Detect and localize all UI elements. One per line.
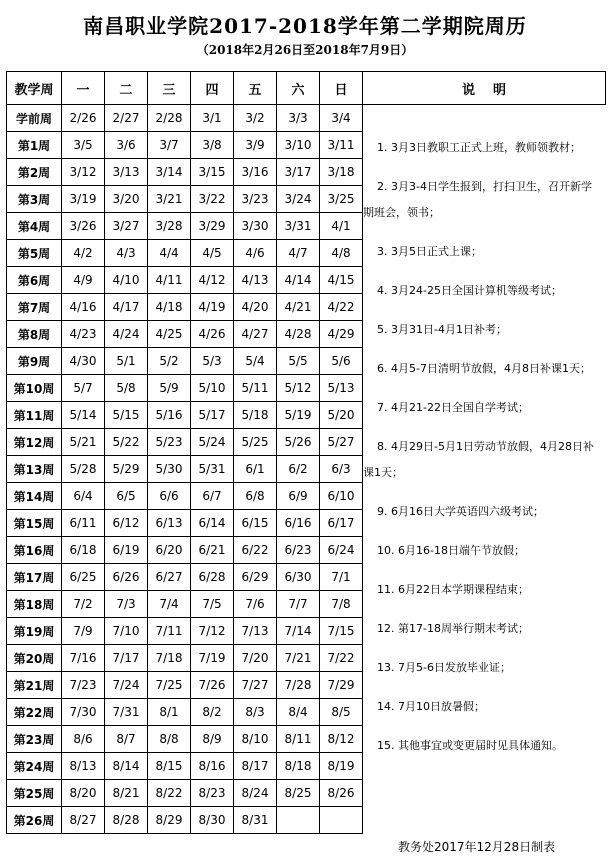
date-cell: 3/24	[277, 186, 320, 213]
date-cell: 3/21	[148, 186, 191, 213]
date-cell: 3/15	[191, 159, 234, 186]
date-cell: 3/8	[191, 132, 234, 159]
date-cell: 5/18	[234, 402, 277, 429]
date-cell: 6/25	[62, 564, 105, 591]
date-cell: 6/14	[191, 510, 234, 537]
date-cell: 4/22	[320, 294, 363, 321]
date-cell: 5/4	[234, 348, 277, 375]
note-item: 12. 第17-18周举行期末考试；	[377, 622, 529, 635]
date-cell: 4/14	[277, 267, 320, 294]
note-item: 2. 3月3-4日学生报到，打扫卫生，召开新学期班会，领书；	[363, 180, 592, 219]
week-label: 第11周	[7, 402, 62, 429]
calendar-body	[7, 105, 606, 834]
date-cell: 4/2	[62, 240, 105, 267]
week-label: 第4周	[7, 213, 62, 240]
date-cell: 8/23	[191, 780, 234, 807]
note-item: 15. 其他事宜或变更届时见具体通知。	[377, 739, 563, 752]
date-cell: 8/13	[62, 753, 105, 780]
date-cell: 3/9	[234, 132, 277, 159]
date-cell: 4/3	[105, 240, 148, 267]
note-item: 4. 3月24-25日全国计算机等级考试；	[377, 284, 562, 297]
date-cell: 6/19	[105, 537, 148, 564]
date-cell: 7/6	[234, 591, 277, 618]
date-cell: 7/10	[105, 618, 148, 645]
date-cell: 8/4	[277, 699, 320, 726]
note-item: 14. 7月10日放暑假；	[377, 700, 485, 713]
week-label: 第5周	[7, 240, 62, 267]
date-cell	[320, 807, 363, 834]
date-cell: 3/25	[320, 186, 363, 213]
date-cell: 8/28	[105, 807, 148, 834]
date-cell: 6/28	[191, 564, 234, 591]
header-day: 一	[62, 72, 105, 105]
date-cell: 8/26	[320, 780, 363, 807]
date-cell: 5/21	[62, 429, 105, 456]
date-cell: 7/27	[234, 672, 277, 699]
date-cell: 3/13	[105, 159, 148, 186]
date-cell: 7/16	[62, 645, 105, 672]
date-cell: 4/4	[148, 240, 191, 267]
date-cell: 7/28	[277, 672, 320, 699]
date-cell: 6/10	[320, 483, 363, 510]
date-cell: 6/13	[148, 510, 191, 537]
date-cell: 5/23	[148, 429, 191, 456]
date-range-subtitle: （2018年2月26日至2018年7月9日）	[196, 43, 414, 57]
date-cell: 8/19	[320, 753, 363, 780]
date-cell: 3/11	[320, 132, 363, 159]
date-cell: 4/17	[105, 294, 148, 321]
note-item: 1. 3月3日教职工正式上班，教师领教材；	[377, 141, 581, 154]
date-cell: 4/20	[234, 294, 277, 321]
date-cell: 8/3	[234, 699, 277, 726]
date-cell: 2/27	[105, 105, 148, 132]
date-cell: 4/7	[277, 240, 320, 267]
week-label: 第9周	[7, 348, 62, 375]
date-cell: 3/19	[62, 186, 105, 213]
date-cell: 8/25	[277, 780, 320, 807]
date-cell: 7/18	[148, 645, 191, 672]
date-cell: 5/28	[62, 456, 105, 483]
date-cell: 3/16	[234, 159, 277, 186]
date-cell: 5/16	[148, 402, 191, 429]
date-cell: 7/8	[320, 591, 363, 618]
date-cell: 7/21	[277, 645, 320, 672]
date-cell: 5/5	[277, 348, 320, 375]
week-label: 第24周	[7, 753, 62, 780]
date-cell: 3/7	[148, 132, 191, 159]
note-item: 9. 6月16日大学英语四六级考试；	[377, 505, 544, 518]
date-cell: 6/15	[234, 510, 277, 537]
date-cell: 8/16	[191, 753, 234, 780]
date-cell: 3/31	[277, 213, 320, 240]
date-cell: 7/4	[148, 591, 191, 618]
date-cell: 7/14	[277, 618, 320, 645]
date-cell: 8/11	[277, 726, 320, 753]
week-label: 第26周	[7, 807, 62, 834]
week-label: 第16周	[7, 537, 62, 564]
date-cell: 5/27	[320, 429, 363, 456]
date-cell: 3/6	[105, 132, 148, 159]
date-cell: 7/2	[62, 591, 105, 618]
date-cell: 7/26	[191, 672, 234, 699]
date-cell: 8/5	[320, 699, 363, 726]
date-cell: 2/28	[148, 105, 191, 132]
week-label: 第25周	[7, 780, 62, 807]
date-cell: 5/6	[320, 348, 363, 375]
date-cell: 8/17	[234, 753, 277, 780]
date-cell: 8/6	[62, 726, 105, 753]
week-label: 第10周	[7, 375, 62, 402]
date-cell: 7/19	[191, 645, 234, 672]
date-cell: 5/10	[191, 375, 234, 402]
week-label: 第8周	[7, 321, 62, 348]
date-cell: 4/18	[148, 294, 191, 321]
week-label: 第14周	[7, 483, 62, 510]
week-label: 第7周	[7, 294, 62, 321]
date-cell: 5/19	[277, 402, 320, 429]
week-label: 第22周	[7, 699, 62, 726]
date-cell: 7/29	[320, 672, 363, 699]
date-cell: 3/10	[277, 132, 320, 159]
date-cell: 4/9	[62, 267, 105, 294]
date-cell: 3/30	[234, 213, 277, 240]
date-cell	[277, 807, 320, 834]
date-cell: 6/1	[234, 456, 277, 483]
date-cell: 7/12	[191, 618, 234, 645]
date-cell: 3/23	[234, 186, 277, 213]
date-cell: 5/12	[277, 375, 320, 402]
date-cell: 7/15	[320, 618, 363, 645]
date-cell: 3/17	[277, 159, 320, 186]
date-cell: 3/27	[105, 213, 148, 240]
date-cell: 7/23	[62, 672, 105, 699]
date-cell: 5/11	[234, 375, 277, 402]
date-cell: 3/29	[191, 213, 234, 240]
date-cell: 2/26	[62, 105, 105, 132]
date-cell: 4/12	[191, 267, 234, 294]
date-cell: 3/1	[191, 105, 234, 132]
date-cell: 7/13	[234, 618, 277, 645]
date-cell: 6/27	[148, 564, 191, 591]
header-day: 二	[105, 72, 148, 105]
date-cell: 7/22	[320, 645, 363, 672]
date-cell: 7/20	[234, 645, 277, 672]
note-item: 10. 6月16-18日端午节放假；	[377, 544, 525, 557]
week-label: 第13周	[7, 456, 62, 483]
date-cell: 3/5	[62, 132, 105, 159]
date-cell: 5/26	[277, 429, 320, 456]
header-day: 六	[277, 72, 320, 105]
date-cell: 8/31	[234, 807, 277, 834]
week-label: 学前周	[7, 105, 62, 132]
note-item: 11. 6月22日本学期课程结束；	[377, 583, 529, 596]
date-cell: 3/2	[234, 105, 277, 132]
week-label: 第23周	[7, 726, 62, 753]
note-item: 6. 4月5-7日清明节放假，4月8日补课1天；	[377, 362, 591, 375]
date-cell: 5/8	[105, 375, 148, 402]
footer-note: 教务处2017年12月28日制表	[398, 840, 556, 854]
date-cell: 4/5	[191, 240, 234, 267]
date-cell: 6/23	[277, 537, 320, 564]
week-label: 第19周	[7, 618, 62, 645]
date-cell: 5/17	[191, 402, 234, 429]
date-cell: 3/28	[148, 213, 191, 240]
date-cell: 4/23	[62, 321, 105, 348]
date-cell: 8/15	[148, 753, 191, 780]
week-label: 第1周	[7, 132, 62, 159]
date-cell: 3/26	[62, 213, 105, 240]
date-cell: 4/1	[320, 213, 363, 240]
date-cell: 7/3	[105, 591, 148, 618]
header-day: 五	[234, 72, 277, 105]
date-cell: 6/20	[148, 537, 191, 564]
date-cell: 8/7	[105, 726, 148, 753]
date-cell: 5/22	[105, 429, 148, 456]
date-cell: 6/24	[320, 537, 363, 564]
date-cell: 5/14	[62, 402, 105, 429]
date-cell: 8/10	[234, 726, 277, 753]
date-cell: 8/22	[148, 780, 191, 807]
date-cell: 4/26	[191, 321, 234, 348]
date-cell: 7/31	[105, 699, 148, 726]
week-label: 第18周	[7, 591, 62, 618]
page-title: 南昌职业学院2017-2018学年第二学期院周历	[83, 14, 527, 38]
date-cell: 5/7	[62, 375, 105, 402]
date-cell: 5/29	[105, 456, 148, 483]
date-cell: 7/17	[105, 645, 148, 672]
date-cell: 8/1	[148, 699, 191, 726]
date-cell: 8/8	[148, 726, 191, 753]
date-cell: 5/1	[105, 348, 148, 375]
week-label: 第6周	[7, 267, 62, 294]
date-cell: 5/20	[320, 402, 363, 429]
header-week: 教学周	[7, 72, 62, 105]
date-cell: 8/30	[191, 807, 234, 834]
date-cell: 8/20	[62, 780, 105, 807]
date-cell: 6/5	[105, 483, 148, 510]
date-cell: 6/21	[191, 537, 234, 564]
date-cell: 4/6	[234, 240, 277, 267]
date-cell: 6/7	[191, 483, 234, 510]
date-cell: 8/27	[62, 807, 105, 834]
date-cell: 7/1	[320, 564, 363, 591]
date-cell: 4/13	[234, 267, 277, 294]
date-cell: 3/12	[62, 159, 105, 186]
date-cell: 3/22	[191, 186, 234, 213]
week-label: 第17周	[7, 564, 62, 591]
date-cell: 7/9	[62, 618, 105, 645]
note-item: 13. 7月5-6日发放毕业证；	[377, 661, 511, 674]
week-label: 第20周	[7, 645, 62, 672]
header-day: 日	[320, 72, 363, 105]
date-cell: 7/25	[148, 672, 191, 699]
date-cell: 8/2	[191, 699, 234, 726]
date-cell: 8/21	[105, 780, 148, 807]
date-cell: 5/24	[191, 429, 234, 456]
date-cell: 4/30	[62, 348, 105, 375]
date-cell: 7/30	[62, 699, 105, 726]
week-label: 第15周	[7, 510, 62, 537]
date-cell: 6/29	[234, 564, 277, 591]
date-cell: 8/9	[191, 726, 234, 753]
week-label: 第3周	[7, 186, 62, 213]
date-cell: 6/16	[277, 510, 320, 537]
date-cell: 7/11	[148, 618, 191, 645]
date-cell: 5/13	[320, 375, 363, 402]
date-cell: 4/15	[320, 267, 363, 294]
date-cell: 3/18	[320, 159, 363, 186]
date-cell: 7/5	[191, 591, 234, 618]
date-cell: 4/28	[277, 321, 320, 348]
date-cell: 4/24	[105, 321, 148, 348]
date-cell: 3/20	[105, 186, 148, 213]
date-cell: 8/24	[234, 780, 277, 807]
date-cell: 8/12	[320, 726, 363, 753]
note-item: 7. 4月21-22日全国自学考试；	[377, 401, 529, 414]
date-cell: 4/8	[320, 240, 363, 267]
date-cell: 4/27	[234, 321, 277, 348]
date-cell: 4/11	[148, 267, 191, 294]
date-cell: 4/10	[105, 267, 148, 294]
date-cell: 6/26	[105, 564, 148, 591]
date-cell: 5/2	[148, 348, 191, 375]
week-calendar-table	[6, 71, 606, 834]
header-day: 三	[148, 72, 191, 105]
date-cell: 5/15	[105, 402, 148, 429]
date-cell: 4/25	[148, 321, 191, 348]
date-cell: 4/29	[320, 321, 363, 348]
date-cell: 6/9	[277, 483, 320, 510]
date-cell: 4/19	[191, 294, 234, 321]
week-label: 第2周	[7, 159, 62, 186]
week-label: 第12周	[7, 429, 62, 456]
notes-cell	[363, 105, 606, 834]
note-item: 8. 4月29日-5月1日劳动节放假，4月28日补课1天；	[363, 440, 594, 479]
date-cell: 6/11	[62, 510, 105, 537]
date-cell: 6/3	[320, 456, 363, 483]
date-cell: 8/29	[148, 807, 191, 834]
date-cell: 6/6	[148, 483, 191, 510]
header-row	[7, 72, 606, 105]
week-label: 第21周	[7, 672, 62, 699]
date-cell: 3/14	[148, 159, 191, 186]
date-cell: 7/7	[277, 591, 320, 618]
date-cell: 7/24	[105, 672, 148, 699]
date-cell: 3/4	[320, 105, 363, 132]
date-cell: 5/31	[191, 456, 234, 483]
date-cell: 6/18	[62, 537, 105, 564]
date-cell: 4/16	[62, 294, 105, 321]
header-notes: 说 明	[363, 72, 606, 105]
date-cell: 6/2	[277, 456, 320, 483]
header-day: 四	[191, 72, 234, 105]
date-cell: 6/12	[105, 510, 148, 537]
date-cell: 5/9	[148, 375, 191, 402]
table-row	[7, 105, 606, 132]
date-cell: 5/3	[191, 348, 234, 375]
date-cell: 6/30	[277, 564, 320, 591]
date-cell: 5/30	[148, 456, 191, 483]
date-cell: 6/17	[320, 510, 363, 537]
date-cell: 3/3	[277, 105, 320, 132]
date-cell: 8/18	[277, 753, 320, 780]
date-cell: 6/4	[62, 483, 105, 510]
date-cell: 8/14	[105, 753, 148, 780]
note-item: 5. 3月31日-4月1日补考；	[377, 323, 507, 336]
note-item: 3. 3月5日正式上课；	[377, 245, 482, 258]
date-cell: 5/25	[234, 429, 277, 456]
date-cell: 6/8	[234, 483, 277, 510]
date-cell: 4/21	[277, 294, 320, 321]
date-cell: 6/22	[234, 537, 277, 564]
